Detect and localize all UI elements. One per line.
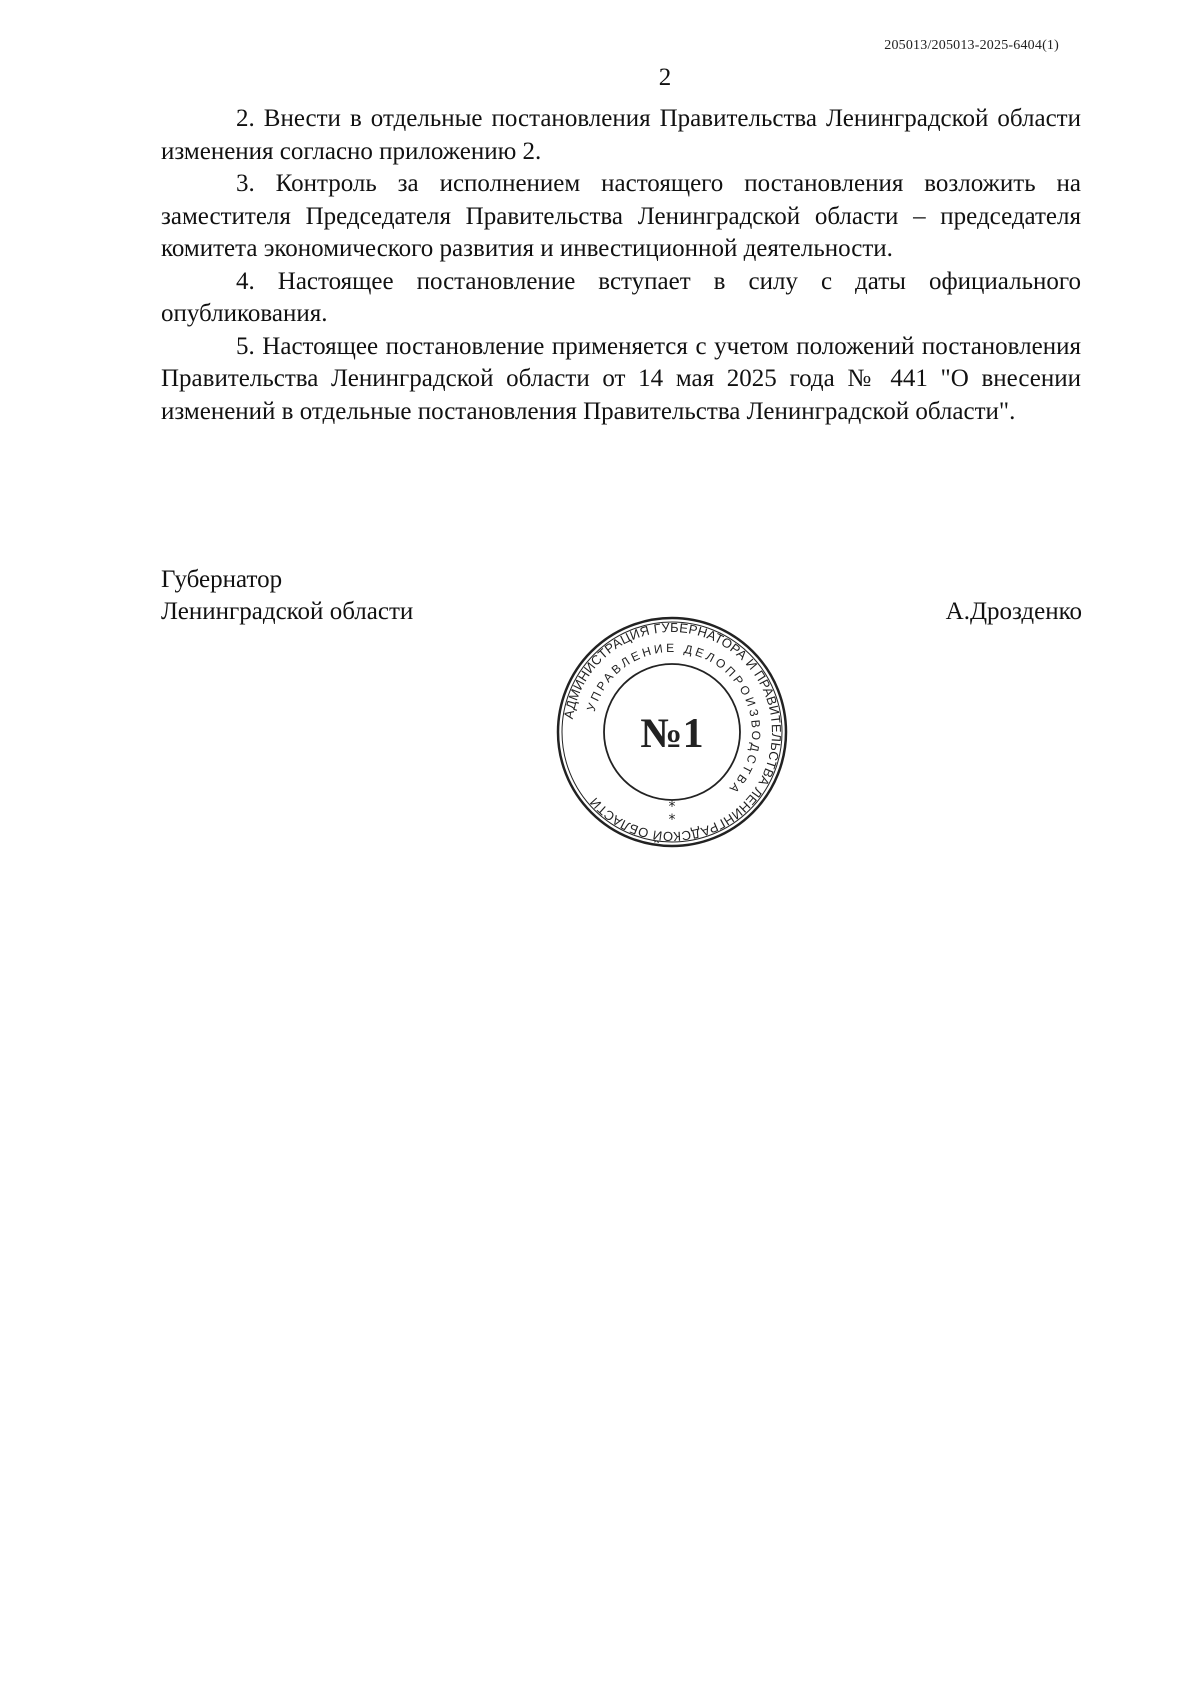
document-body: [161, 103, 1081, 428]
signatory-name: А.Дрозденко: [945, 598, 1082, 625]
stamp-inner-text: УПРАВЛЕНИЕ ДЕЛОПРОИЗВОДСТВА: [583, 640, 764, 798]
stamp-center-number: №1: [640, 711, 704, 757]
page-number: 2: [658, 64, 672, 91]
signatory-title: [161, 564, 413, 628]
document-id: 205013/205013-2025-6404(1): [884, 38, 1059, 53]
paragraph-4: 4. Настоящее постановление вступает в силу с даты официального опубликования.: [161, 267, 1081, 327]
stamp-star-icon-2: *: [668, 812, 676, 828]
stamp-outer-text: АДМИНИСТРАЦИЯ ГУБЕРНАТОРА И ПРАВИТЕЛЬСТВА ЛЕНИНГРАДСКОЙ ОБЛАСТИ: [560, 619, 785, 845]
paragraph-2: 2. Внести в отдельные постановления Правительства Ленинградской области изменения согласно приложению 2.: [161, 105, 1081, 165]
stamp-seal-icon: [554, 614, 790, 850]
official-stamp: [554, 614, 790, 850]
signatory-title-line-1: Губернатор: [161, 566, 283, 593]
signatory-title-line-2: Ленинградской области: [161, 598, 414, 625]
stamp-star-icon: *: [668, 799, 676, 815]
paragraph-3: 3. Контроль за исполнением настоящего постановления возложить на заместителя Председателя Правительства Ленинградской области – председателя комитета экономического развития и инвестиционной деятельности.: [161, 170, 1081, 262]
paragraph-5: 5. Настоящее постановление применяется с учетом положений постановления Правительства Ленинградской области от 14 мая 2025 года № 441 "О внесении изменений в отдельные постановления Правительства Ленинградской области".: [161, 332, 1081, 425]
